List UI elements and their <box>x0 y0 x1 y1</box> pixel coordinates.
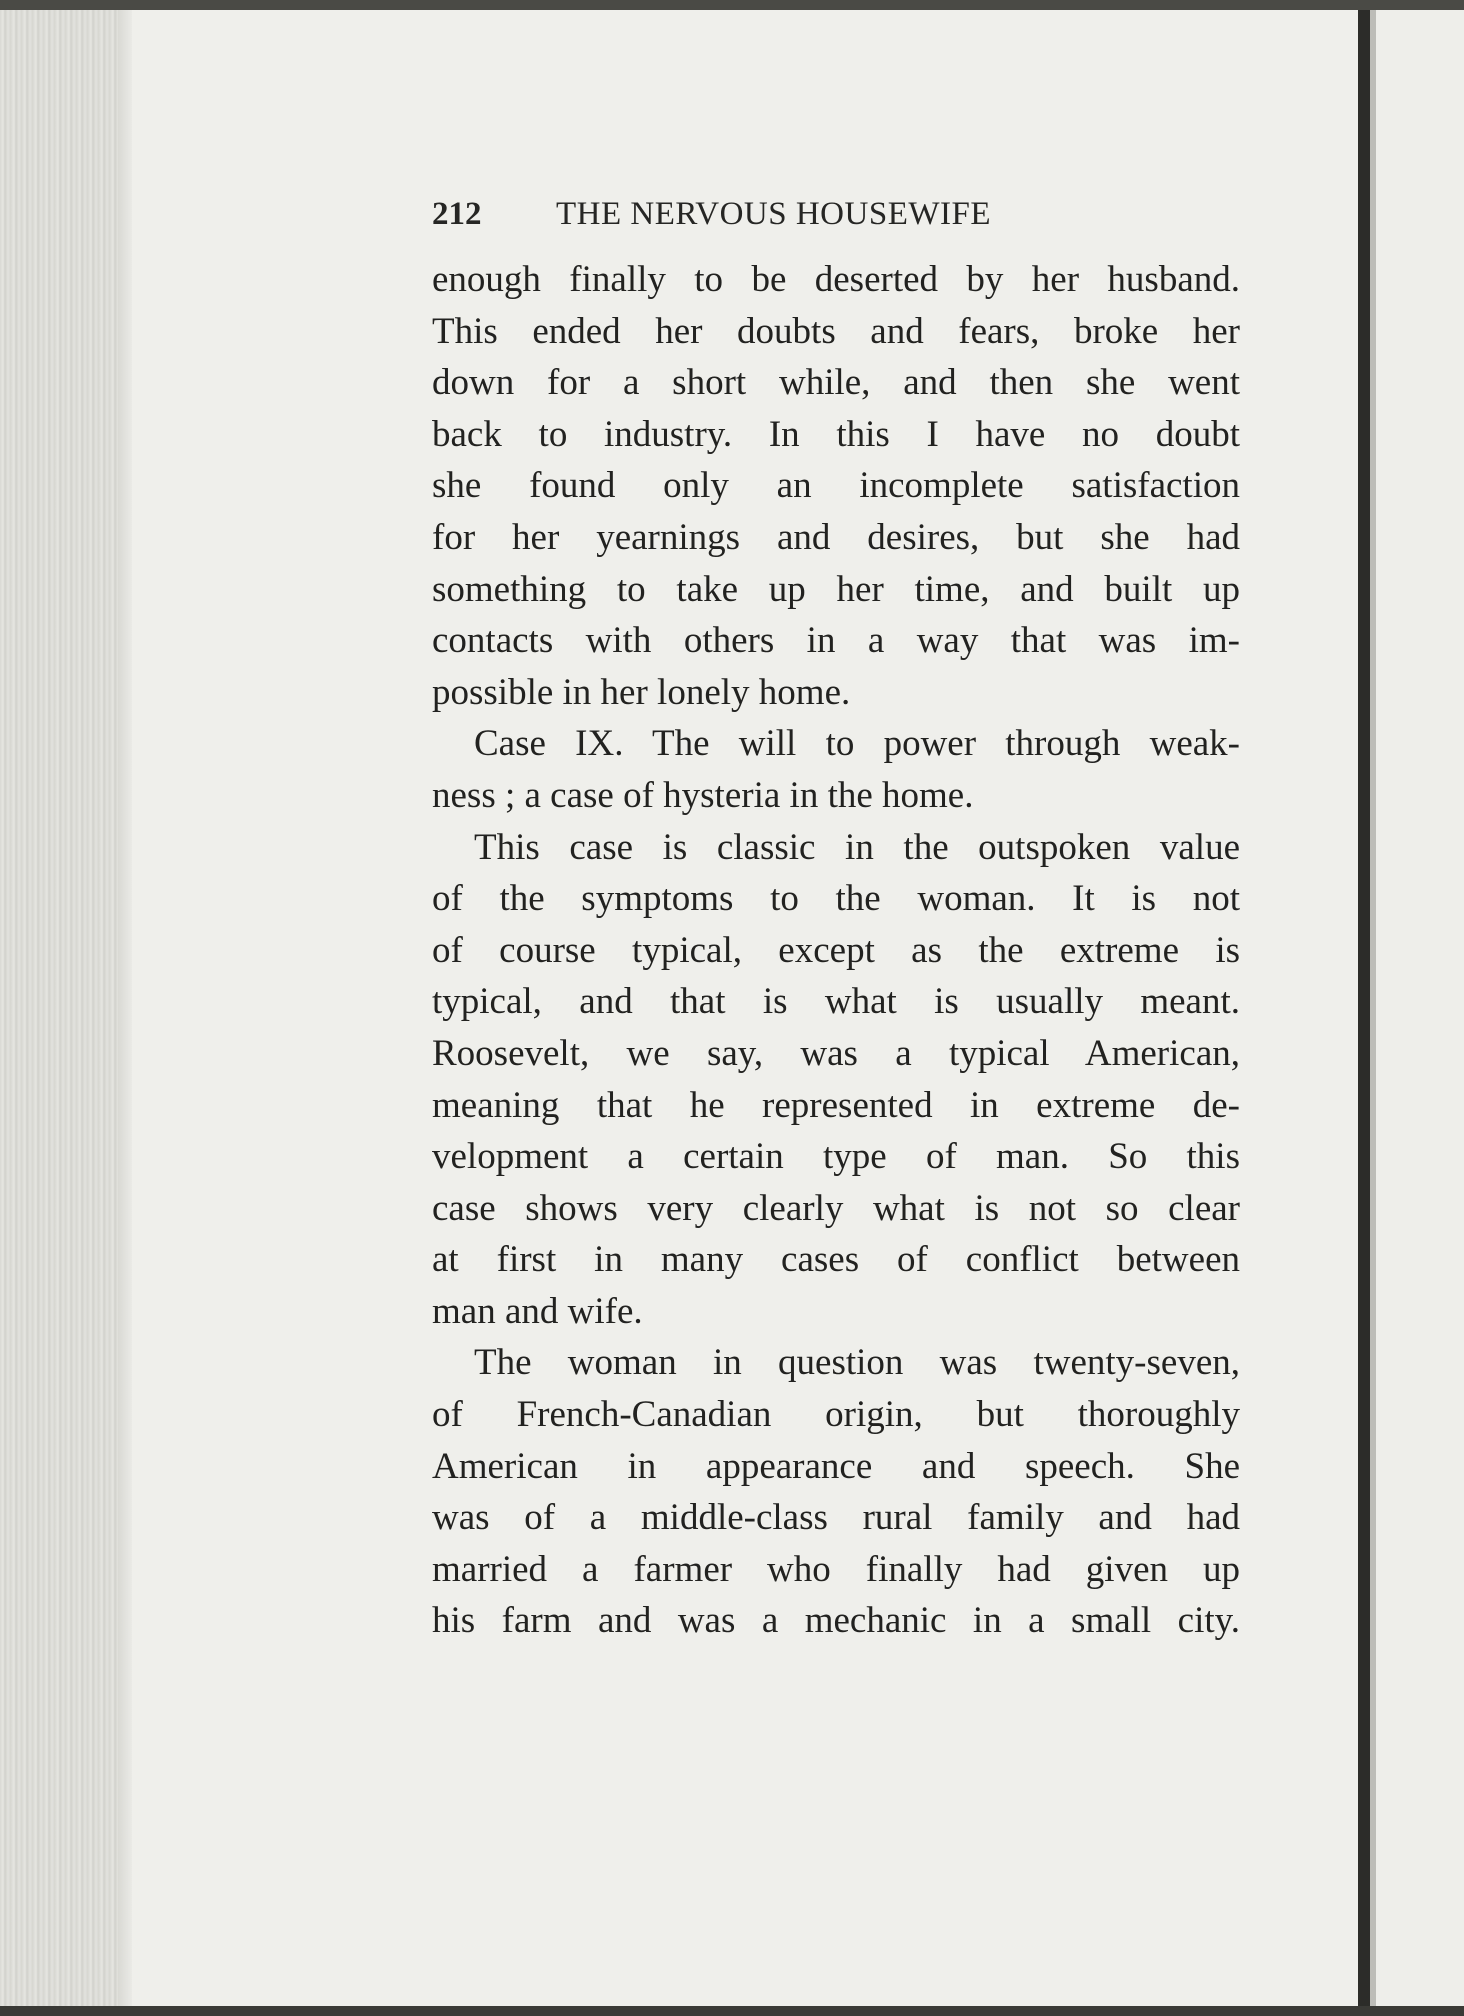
facing-page-sliver <box>1370 10 1464 2006</box>
text-line: of French-Canadian origin, but thoroughly <box>432 1394 1240 1436</box>
text-line: was of a middle-class rural family and had <box>432 1497 1240 1539</box>
text-line: The woman in question was twenty-seven, <box>474 1342 1240 1384</box>
text-line: case shows very clearly what is not so clear <box>432 1187 1240 1229</box>
text-line: for her yearnings and desires, but she had <box>432 516 1240 558</box>
text-line: of the symptoms to the woman. It is not <box>432 878 1240 920</box>
text-line: meaning that he represented in extreme de- <box>432 1084 1240 1126</box>
page-header <box>432 196 1240 246</box>
text-line: at first in many cases of conflict between <box>432 1239 1240 1281</box>
text-line: velopment a certain type of man. So this <box>432 1136 1240 1178</box>
page-number: 212 <box>432 196 482 232</box>
text-line: of course typical, except as the extreme is <box>432 929 1240 971</box>
text-line: Case IX. The will to power through weak- <box>474 723 1240 765</box>
text-line: This ended her doubts and fears, broke her <box>432 310 1240 352</box>
text-line: his farm and was a mechanic in a small city. <box>432 1600 1240 1642</box>
text-line: Roosevelt, we say, was a typical American, <box>432 1032 1240 1074</box>
facing-page-edge <box>1370 10 1376 2006</box>
text-line: down for a short while, and then she went <box>432 362 1240 404</box>
text-line: she found only an incomplete satisfaction <box>432 465 1240 507</box>
page-gutter-shade <box>118 10 132 2006</box>
text-line: This case is classic in the outspoken value <box>474 826 1240 868</box>
text-line: contacts with others in a way that was im- <box>432 620 1240 662</box>
page-edges-stack <box>0 10 130 2006</box>
text-line: possible in her lonely home. <box>432 671 851 713</box>
page-right-edge <box>1358 10 1370 2006</box>
text-line: American in appearance and speech. She <box>432 1445 1240 1487</box>
text-line: ness ; a case of hysteria in the home. <box>432 774 974 816</box>
text-line: back to industry. In this I have no doubt <box>432 413 1240 455</box>
text-line: man and wife. <box>432 1290 643 1332</box>
text-line: typical, and that is what is usually meant. <box>432 981 1240 1023</box>
running-title: THE NERVOUS HOUSEWIFE <box>556 196 992 232</box>
text-line: enough finally to be deserted by her husband. <box>432 259 1240 300</box>
text-line: something to take up her time, and built up <box>432 568 1240 610</box>
scan-bottom-border <box>0 2006 1464 2016</box>
body-text <box>432 254 1240 1647</box>
text-line: married a farmer who finally had given up <box>432 1548 1240 1590</box>
